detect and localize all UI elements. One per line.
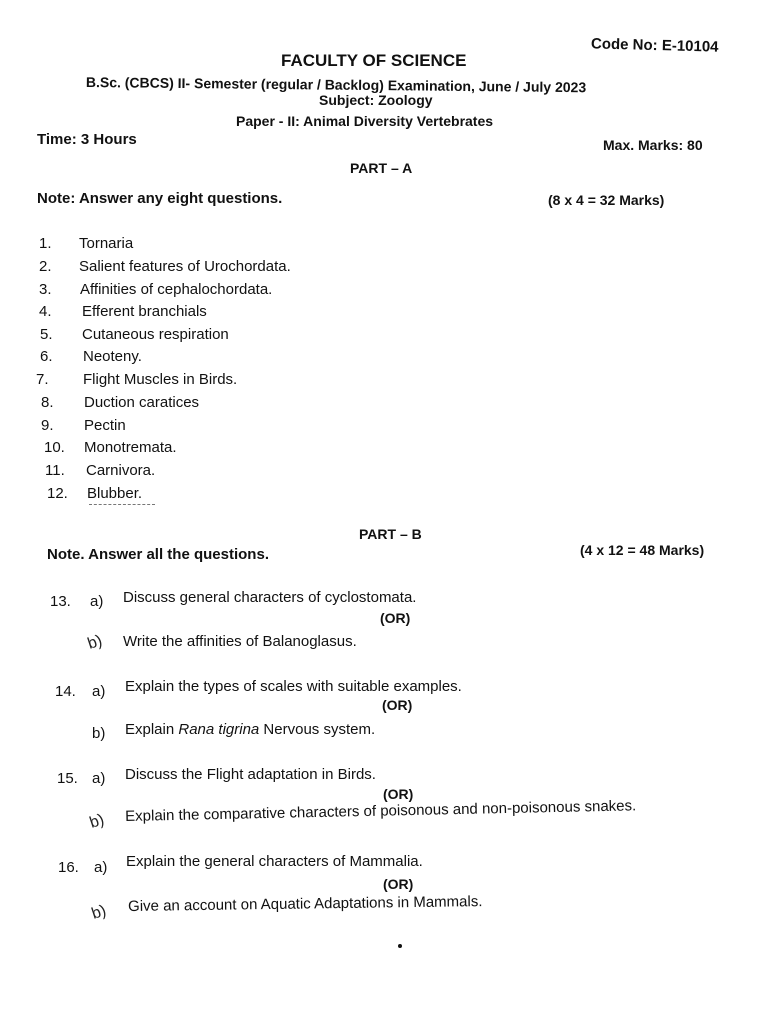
question-number: 3. (39, 281, 52, 298)
question-number: 4. (39, 303, 52, 320)
option-a-text: Discuss the Flight adaptation in Birds. (125, 766, 376, 783)
exam-title: B.Sc. (CBCS) II- Semester (regular / Backlog) Examination, June / July 2023 (85, 74, 587, 96)
question-text: Neoteny. (83, 348, 142, 365)
question-text: Efferent branchials (82, 303, 207, 320)
question-number: 16. (58, 859, 79, 876)
time-allowed: Time: 3 Hours (37, 131, 137, 148)
question-text: Salient features of Urochordata. (79, 258, 291, 275)
part-a-title: PART – A (350, 160, 413, 176)
question-text: Flight Muscles in Birds. (83, 371, 238, 388)
question-text: Cutaneous respiration (82, 326, 229, 343)
question-text: Carnivora. (86, 462, 156, 479)
part-b-title: PART – B (359, 526, 422, 542)
option-b-text: Write the affinities of Balanoglasus. (123, 633, 357, 650)
subject-line: Subject: Zoology (319, 92, 433, 108)
code-number: Code No: E-10104 (590, 35, 719, 56)
option-b-text: Give an account on Aquatic Adaptations in Mammals. (128, 893, 483, 915)
question-number: 5. (40, 326, 53, 343)
question-text: Pectin (84, 417, 126, 434)
question-number: 11. (45, 462, 65, 479)
pen-underline-mark (89, 504, 155, 506)
part-a-note: Note: Answer any eight questions. (37, 190, 283, 207)
part-b-marks: (4 x 12 = 48 Marks) (580, 542, 705, 558)
option-b-text-end: Nervous system. (259, 721, 376, 738)
option-b-text (125, 721, 375, 738)
option-b-text: Explain the comparative characters of poisonous and non-poisonous snakes. (125, 797, 637, 825)
or-separator: (OR) (383, 786, 414, 802)
paper-line: Paper - II: Animal Diversity Vertebrates (236, 113, 494, 129)
stray-dot-mark (398, 944, 402, 948)
option-a-text: Discuss general characters of cyclostomata. (123, 589, 417, 606)
option-b-label: b) (85, 632, 105, 653)
question-text: Monotremata. (84, 439, 177, 456)
option-a-text: Explain the types of scales with suitable examples. (125, 678, 462, 695)
question-number: 10. (44, 439, 65, 456)
option-a-label: a) (92, 683, 106, 700)
question-number: 13. (50, 593, 71, 610)
max-marks: Max. Marks: 80 (603, 137, 703, 153)
question-number: 14. (55, 683, 76, 700)
part-b-note: Note. Answer all the questions. (47, 546, 269, 563)
option-b-label: b) (87, 811, 107, 832)
option-b-label: b) (89, 902, 109, 923)
question-text: Tornaria (79, 235, 134, 252)
or-separator: (OR) (380, 610, 411, 626)
question-number: 1. (39, 235, 52, 252)
option-b-label: b) (92, 725, 106, 742)
question-number: 7. (36, 371, 49, 388)
question-number: 15. (57, 770, 78, 787)
question-text: Blubber. (87, 485, 143, 502)
question-number: 12. (47, 485, 68, 502)
question-number: 6. (40, 348, 53, 365)
question-number: 2. (39, 258, 52, 275)
or-separator: (OR) (382, 697, 413, 713)
option-a-label: a) (90, 593, 104, 610)
part-a-marks: (8 x 4 = 32 Marks) (548, 192, 665, 208)
or-separator: (OR) (383, 876, 414, 892)
faculty-title: FACULTY OF SCIENCE (281, 51, 467, 70)
question-text: Affinities of cephalochordata. (80, 281, 273, 298)
question-text: Duction caratices (84, 394, 200, 411)
question-number: 9. (41, 417, 54, 434)
option-a-label: a) (94, 859, 108, 876)
option-b-text-start: Explain (125, 721, 179, 738)
species-name: Rana tigrina (178, 721, 260, 738)
question-number: 8. (41, 394, 54, 411)
option-a-text: Explain the general characters of Mammalia. (126, 853, 423, 870)
option-a-label: a) (92, 770, 106, 787)
